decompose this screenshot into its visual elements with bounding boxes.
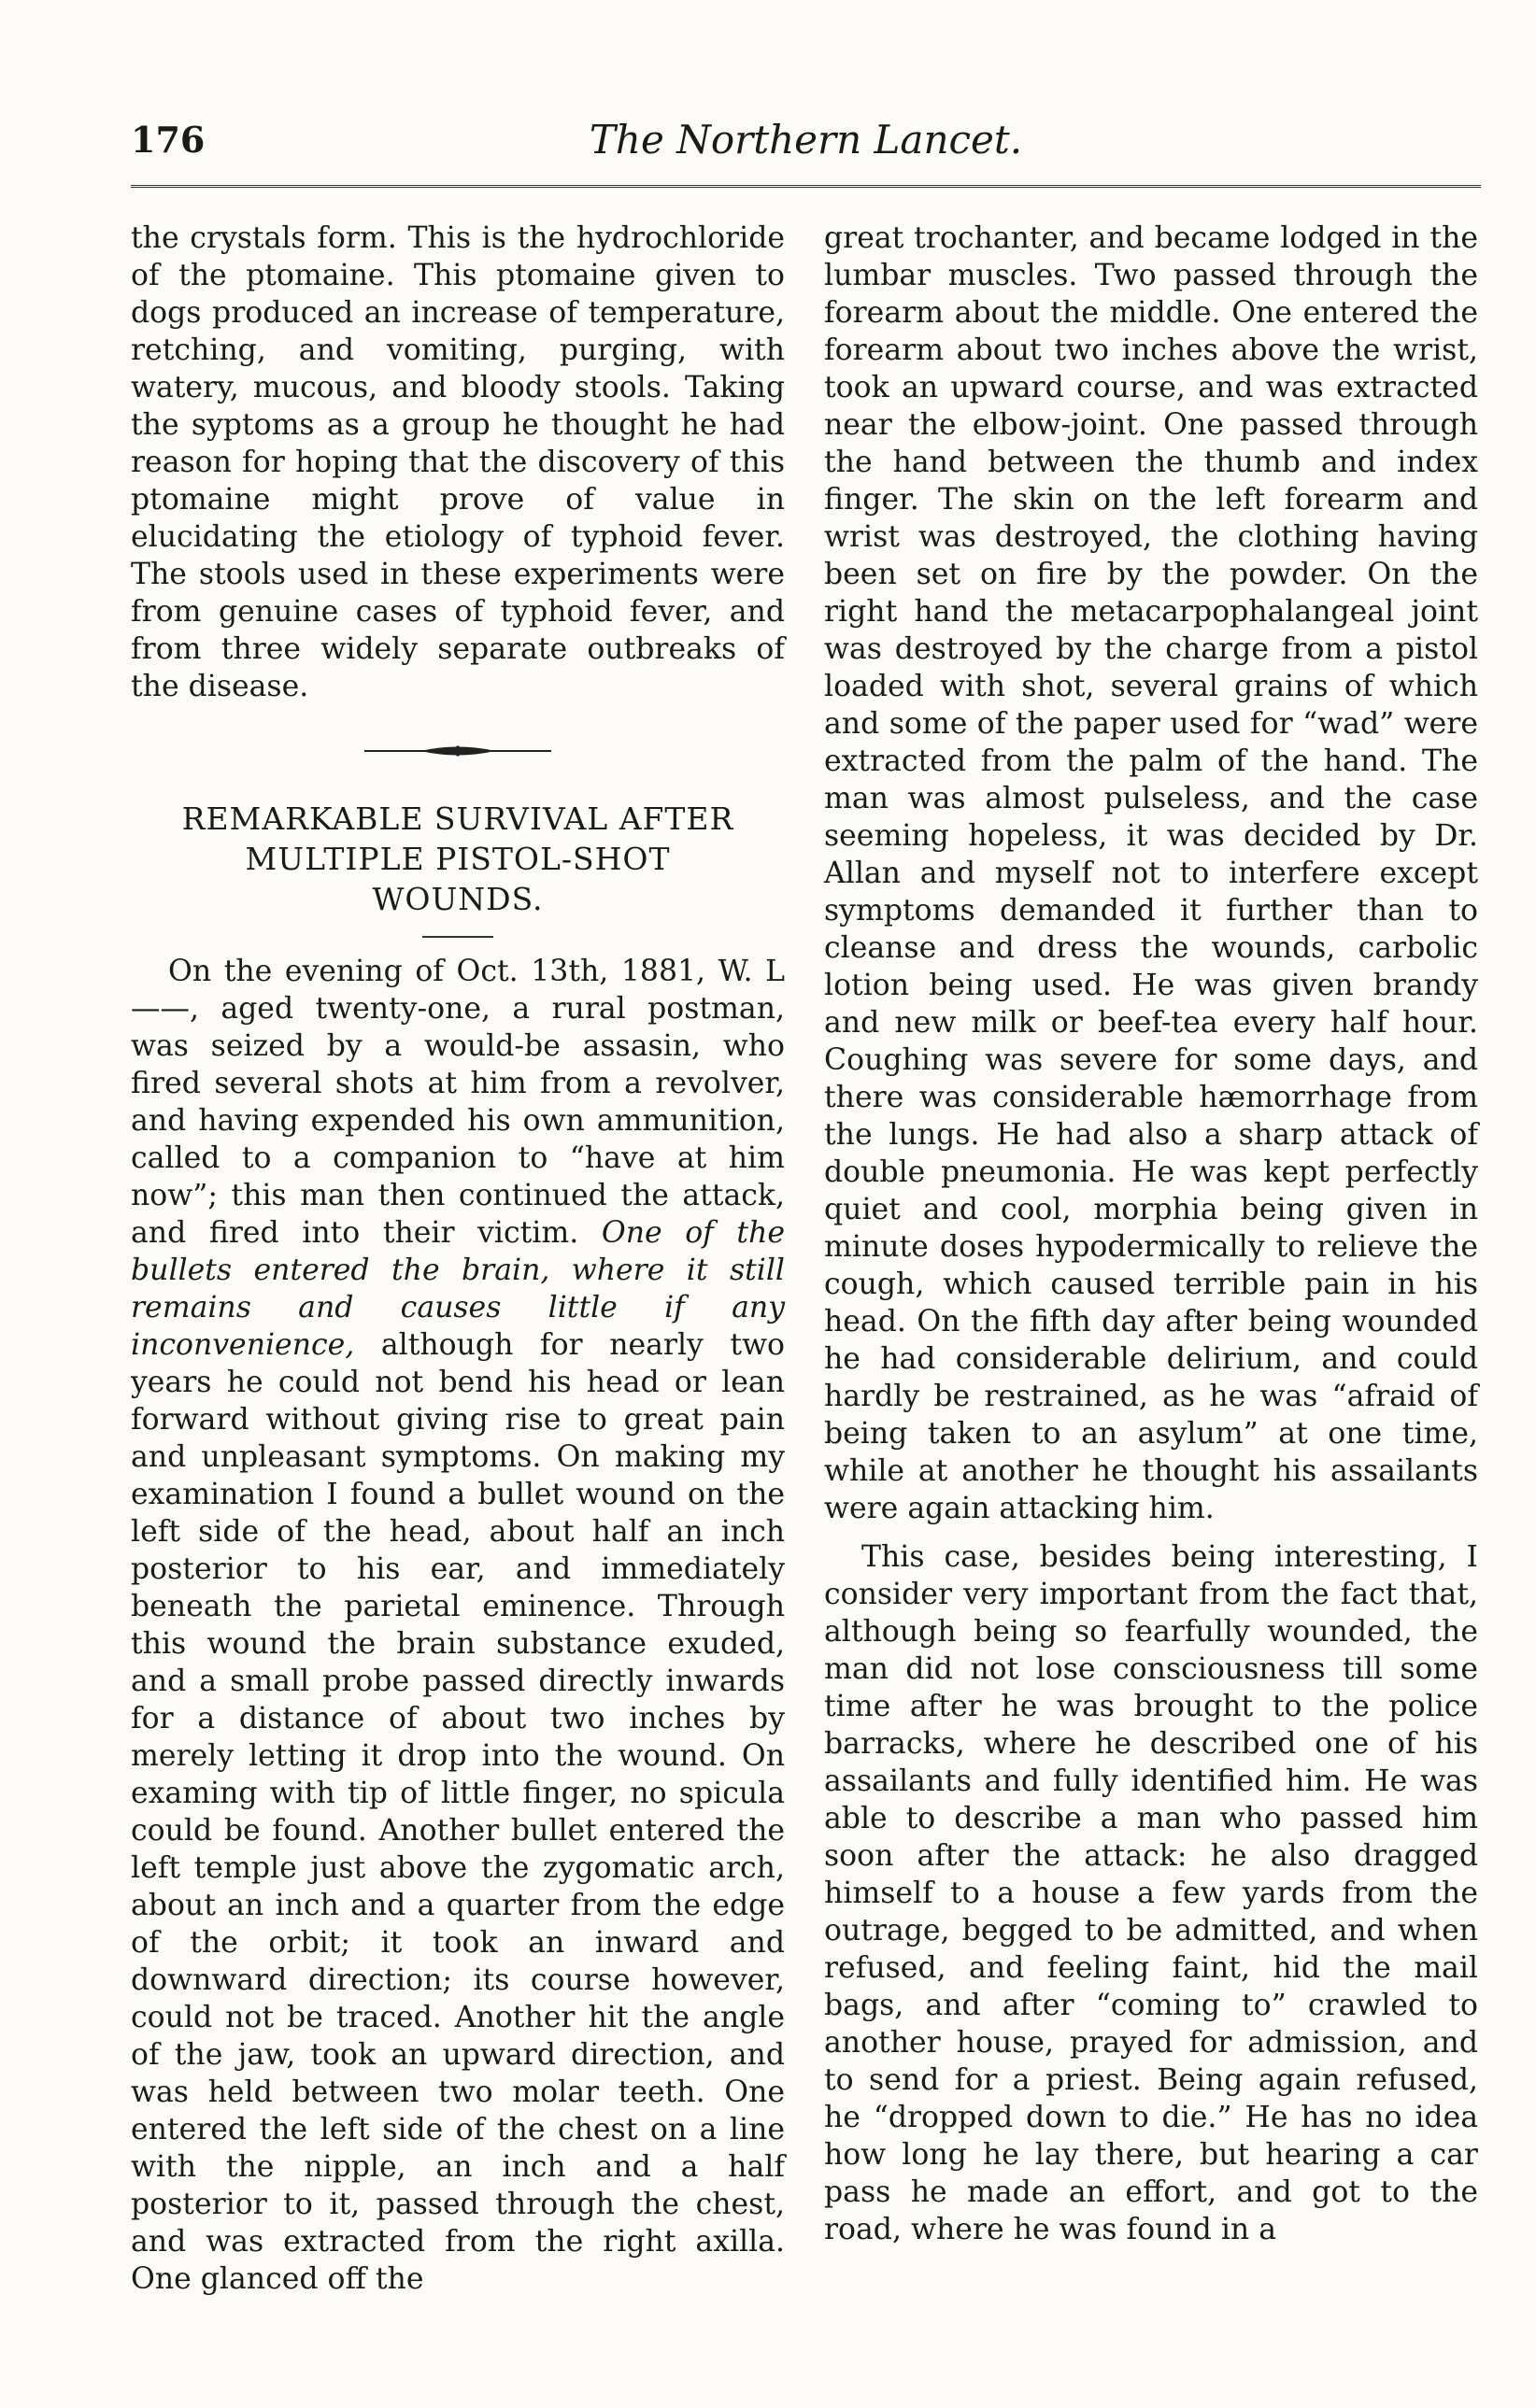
paragraph-1-start: On the evening of Oct. 13th, 1881, W. L——, aged twenty-one, a rural postman, was seized by a would-be assasin, who fired several shots at him from a revolver, and having expended his own ammunition, called to a companion to “have at him now”; this man then continued the attack, and fired into their victim. [131, 955, 785, 1250]
header-rule [131, 185, 1481, 188]
ornament-graphic [364, 744, 551, 758]
paragraph-1-end: although for nearly two years he could not bend his head or lean forward without giving rise to great pain and unpleasant symptoms. On making my examination I found a bullet wound on the left side of the head, about half an inch posterior to his ear, and immediately beneath the parietal eminence. Through this wound the brain substance exuded, and a small probe passed directly inwards for a distance of about two inches by merely letting it drop into the wound. On examing with tip of little finger, no spicula could be found. Another bullet entered the left temple just above the zygomatic arch, about an inch and a quarter from the edge of the orbit; it took an inward and downward direction; its course however, could not be traced. Another hit the angle of the jaw, took an upward direction, and was held between two molar teeth. One entered the left side of the chest on a line with the nipple, an inch and a half posterior to it, passed through the chest, and was extracted from the right axilla. One glanced off the [131, 1328, 785, 2296]
right-column [824, 220, 1478, 2248]
title-rule [422, 936, 493, 938]
separator-ornament [364, 744, 551, 758]
article-paragraph-2: This case, besides being interesting, I consider very important from the fact that, although being so fearfully wounded, the man did not lose consciousness till some time after he was brought to the police barracks, where he described one of his assailants and fully identified him. He was able to describe a man who passed him soon after the attack: he also dragged himself to a house a few yards from the outrage, begged to be admitted, and when refused, and feeling faint, hid the mail bags, and after “coming to” crawled to another house, prayed for admission, and to send for a priest. Being again refused, he “dropped down to die.” He has no idea how long he lay there, but hearing a car pass he made an effort, and got to the road, where he was found in a [824, 1540, 1478, 2246]
left-column [131, 220, 785, 2298]
page-number: 176 [131, 119, 206, 161]
article-title-line-3: WOUNDS. [372, 881, 544, 917]
continuation-paragraph: the crystals form. This is the hydrochloride of the ptomaine. This ptomaine given to dogs produced an increase of temperature, retching, and vomiting, purging, with watery, mucous, and bloody stools. Taking the syptoms as a group he thought he had reason for hoping that the discovery of this ptomaine might prove of value in elucidating the etiology of typhoid fever. The stools used in these experiments were from genuine cases of typhoid fever, and from three widely separate outbreaks of the disease. [131, 221, 785, 703]
article-title-line-1: REMARKABLE SURVIVAL AFTER [181, 800, 734, 837]
running-head: The Northern Lancet. [589, 117, 1023, 163]
article-title-line-2: MULTIPLE PISTOL-SHOT [245, 841, 671, 877]
article-paragraph-1-continued: great trochanter, and became lodged in the lumbar muscles. Two passed through the forearm about the middle. One entered the forearm about two inches above the wrist, took an upward course, and was extracted near the elbow-joint. One passed through the hand between the thumb and index finger. The skin on the left forearm and wrist was destroyed, the clothing having been set on fire by the powder. On the right hand the metacarpophalangeal joint was destroyed by the charge from a pistol loaded with shot, several grains of which and some of the paper used for “wad” were extracted from the palm of the hand. The man was almost pulseless, and the case seeming hopeless, it was decided by Dr. Allan and myself not to interfere except symptoms demanded it further than to cleanse and dress the wounds, carbolic lotion being used. He was given brandy and new milk or beef-tea every half hour. Coughing was severe for some days, and there was considerable hæmorrhage from the lungs. He had also a sharp attack of double pneumonia. He was kept perfectly quiet and cool, morphia being given in minute doses hypodermically to relieve the cough, which caused terrible pain in his head. On the fifth day after being wounded he had considerable delirium, and could hardly be restrained, as he was “afraid of being taken to an asylum” at one time, while at another he thought his assailants were again attacking him. [824, 221, 1478, 1525]
page-header [131, 112, 1481, 168]
article-title [131, 799, 785, 919]
article-paragraph-1 [131, 953, 785, 2298]
paragraph-1-italic: One of the bullets entered the brain, where it still remains and causes little if any inconvenience, [131, 1216, 786, 1362]
